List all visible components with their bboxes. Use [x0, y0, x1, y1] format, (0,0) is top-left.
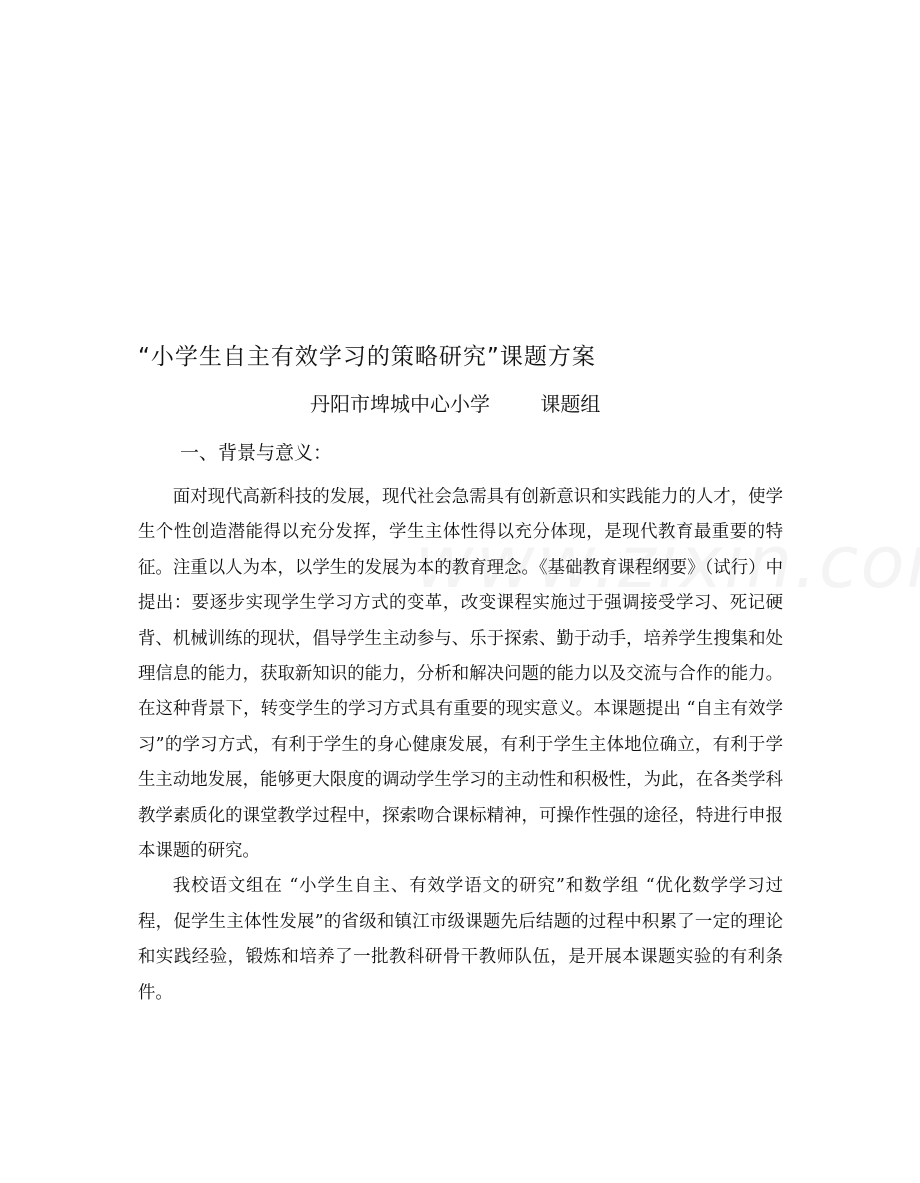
paragraph-conditions: 我校语文组在 “小学生自主、有效学语文的研究”和数学组 “优化数学学习过程，促学生主体性发展”的省级和镇江市级课题先后结题的过程中积累了一定的理论和实践经验，锻炼和培养了一批教科研骨干教师队伍，是开展本课题实验的有利条件。	[138, 876, 783, 1003]
document-title: “小学生自主有效学习的策略研究”课题方案	[138, 344, 596, 370]
byline-team: 课题组	[540, 392, 601, 416]
section-heading-background: 一、背景与意义：	[180, 442, 333, 464]
byline-school: 丹阳市埤城中心小学	[310, 392, 490, 416]
body-text	[138, 480, 783, 1011]
byline	[310, 388, 600, 417]
paragraph-background: 面对现代高新科技的发展，现代社会急需具有创新意识和实践能力的人才，使学生个性创造潜能得以充分发挥，学生主体性得以充分体现，是现代教育最重要的特征。注重以人为本，以学生的发展为本的教育理念。《基础教育课程纲要》（试行）中提出：要逐步实现学生学习方式的变革，改变课程实施过于强调接受学习、死记硬背、机械训练的现状，倡导学生主动参与、乐于探索、勤于动手，培养学生搜集和处理信息的能力，获取新知识的能力，分析和解决问题的能力以及交流与合作的能力。在这种背景下，转变学生的学习方式具有重要的现实意义。本课题提出 “自主有效学习”的学习方式，有利于学生的身心健康发展，有利于学生主体地位确立，有利于学生主动地发展，能够更大限度的调动学生学习的主动性和积极性，为此，在各类学科教学素质化的课堂教学过程中，探索吻合课标精神，可操作性强的途径，特进行申报本课题的研究。	[138, 487, 783, 862]
